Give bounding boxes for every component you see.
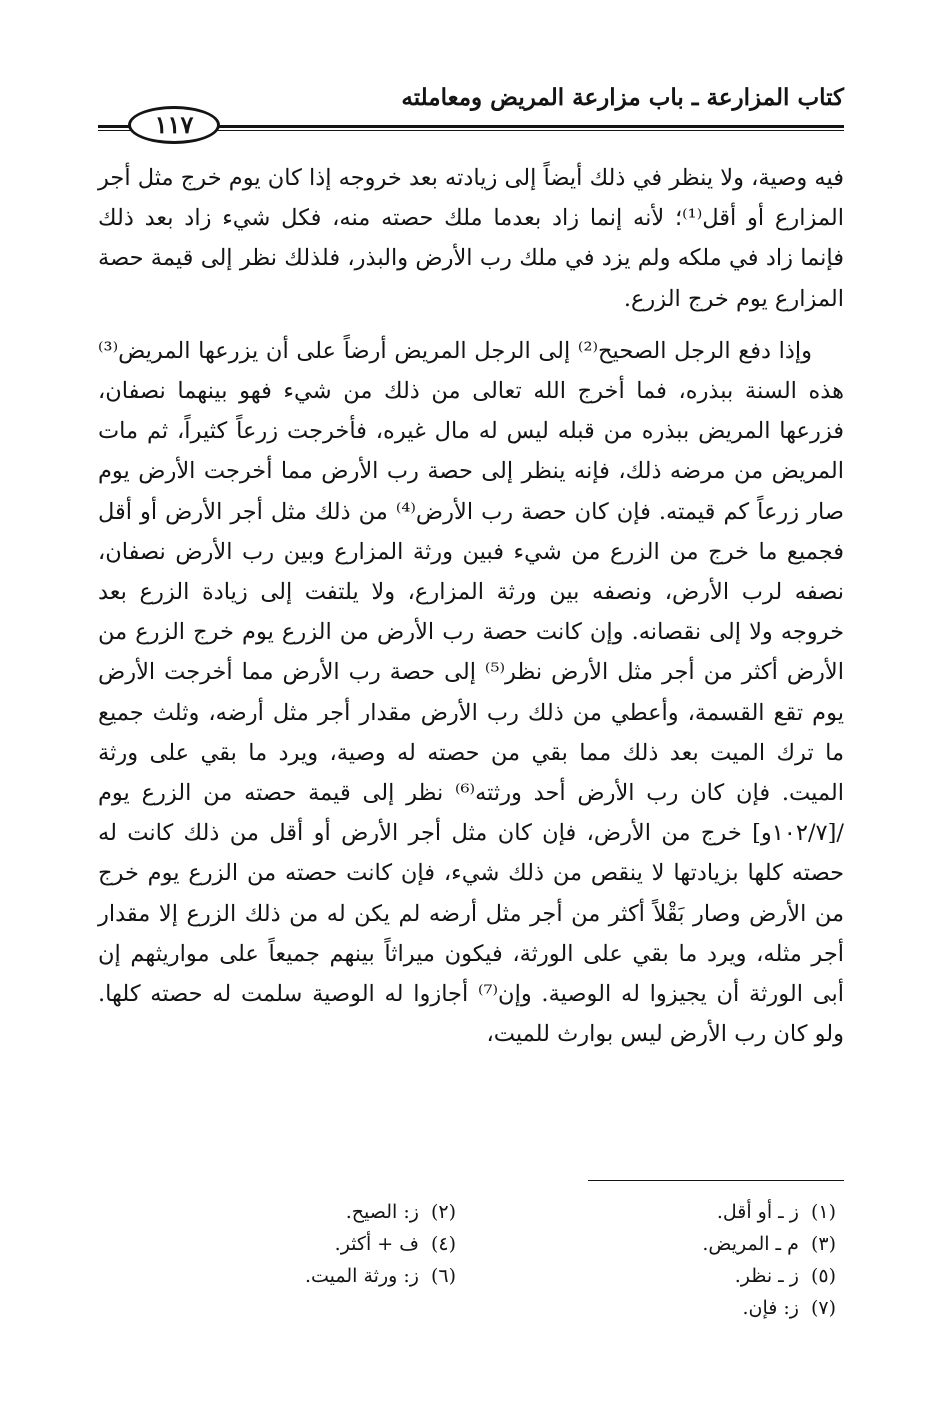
footnote-item <box>305 1260 456 1292</box>
main-text <box>98 158 844 1054</box>
footnote-text: ز ـ أو أقل. <box>716 1201 799 1223</box>
footnote-text: ز: ورثة الميت. <box>304 1265 419 1287</box>
footnote-number: (٦) <box>430 1265 456 1287</box>
footnotes-left-column <box>305 1196 456 1292</box>
footnote-number: (٥) <box>810 1265 836 1287</box>
paragraph-1: فيه وصية، ولا ينظر في ذلك أيضاً إلى زيادته بعد خروجه إذا كان يوم خرج مثل أجر المزارع أو أقل⁽¹⁾؛ لأنه إنما زاد بعدما ملك حصته منه، فكل شيء زاد بعد ذلك فإنما زاد في ملكه ولم يزد في ملك رب الأرض والبذر، فلذلك نظر إلى قيمة حصة المزارع يوم خرج الزرع. <box>98 165 844 312</box>
footnote-item <box>702 1260 836 1292</box>
page-number-badge: ١١٧ <box>128 106 220 144</box>
footnote-number: (٣) <box>810 1233 836 1255</box>
footnote-text: ز: فإن. <box>742 1297 799 1319</box>
footnote-text: م ـ المريض. <box>702 1233 799 1255</box>
running-title: كتاب المزارعة ـ باب مزارعة المريض ومعاملته <box>401 84 844 111</box>
footnote-item <box>702 1196 836 1228</box>
footnote-item <box>702 1228 836 1260</box>
footnote-number: (٧) <box>810 1297 836 1319</box>
footnote-number: (٢) <box>430 1201 456 1223</box>
footnote-text: ف + أكثر. <box>334 1233 419 1255</box>
footnote-number: (٤) <box>430 1233 456 1255</box>
footnote-item <box>702 1292 836 1324</box>
footnote-rule <box>588 1180 844 1181</box>
footnote-text: ز: الصيح. <box>345 1201 419 1223</box>
footnote-text: ز ـ نظر. <box>734 1265 799 1287</box>
paragraph-2: وإذا دفع الرجل الصحيح⁽²⁾ إلى الرجل المريض أرضاً على أن يزرعها المريض⁽³⁾ هذه السنة ببذره، فما أخرج الله تعالى من ذلك من شيء فهو بينهما نصفان، فزرعها المريض ببذره من قبله ليس له مال غيره، فأخرجت زرعاً كثيراً، ثم مات المريض من مرضه ذلك، فإنه ينظر إلى حصة رب الأرض مما أخرجت الأرض يوم صار زرعاً كم قيمته. فإن كان حصة رب الأرض⁽⁴⁾ من ذلك مثل أجر الأرض أو أقل فجميع ما خرج من الزرع من شيء فبين ورثة المزارع وبين رب الأرض نصفان، نصفه لرب الأرض، ونصفه بين ورثة المزارع، ولا يلتفت إلى زيادة الزرع بعد خروجه ولا إلى نقصانه. وإن كانت حصة رب الأرض من الزرع يوم خرج الزرع من الأرض أكثر من أجر مثل الأرض نظر⁽⁵⁾ إلى حصة رب الأرض مما أخرجت الأرض يوم تقع القسمة، وأعطي من ذلك رب الأرض مقدار أجر مثل أرضه، وثلث جميع ما ترك الميت بعد ذلك مما بقي من حصته له وصية، ويرد ما بقي على ورثة الميت. فإن كان رب الأرض أحد ورثته⁽⁶⁾ نظر إلى قيمة حصته من الزرع يوم /[١٠٢/٧و] خرج من الأرض، فإن كان مثل أجر الأرض أو أقل من ذلك كانت له حصته كلها بزيادتها لا ينقص من ذلك شيء، فإن كانت حصته من الزرع يوم خرج من الأرض وصار بَقْلاً أكثر من أجر مثل أرضه لم يكن له من ذلك الزرع إلا مقدار أجر مثله، ويرد ما بقي على الورثة، فيكون ميراثاً بينهم جميعاً على مواريثهم إن أبى الورثة أن يجيزوا له الوصية. وإن⁽⁷⁾ أجازوا له الوصية سلمت له حصته كلها. ولو كان رب الأرض ليس بوارث للميت، <box>98 337 844 1048</box>
footnote-item <box>305 1196 456 1228</box>
footnotes-right-column <box>702 1196 836 1324</box>
footnote-number: (١) <box>810 1201 836 1223</box>
footnote-item <box>305 1228 456 1260</box>
